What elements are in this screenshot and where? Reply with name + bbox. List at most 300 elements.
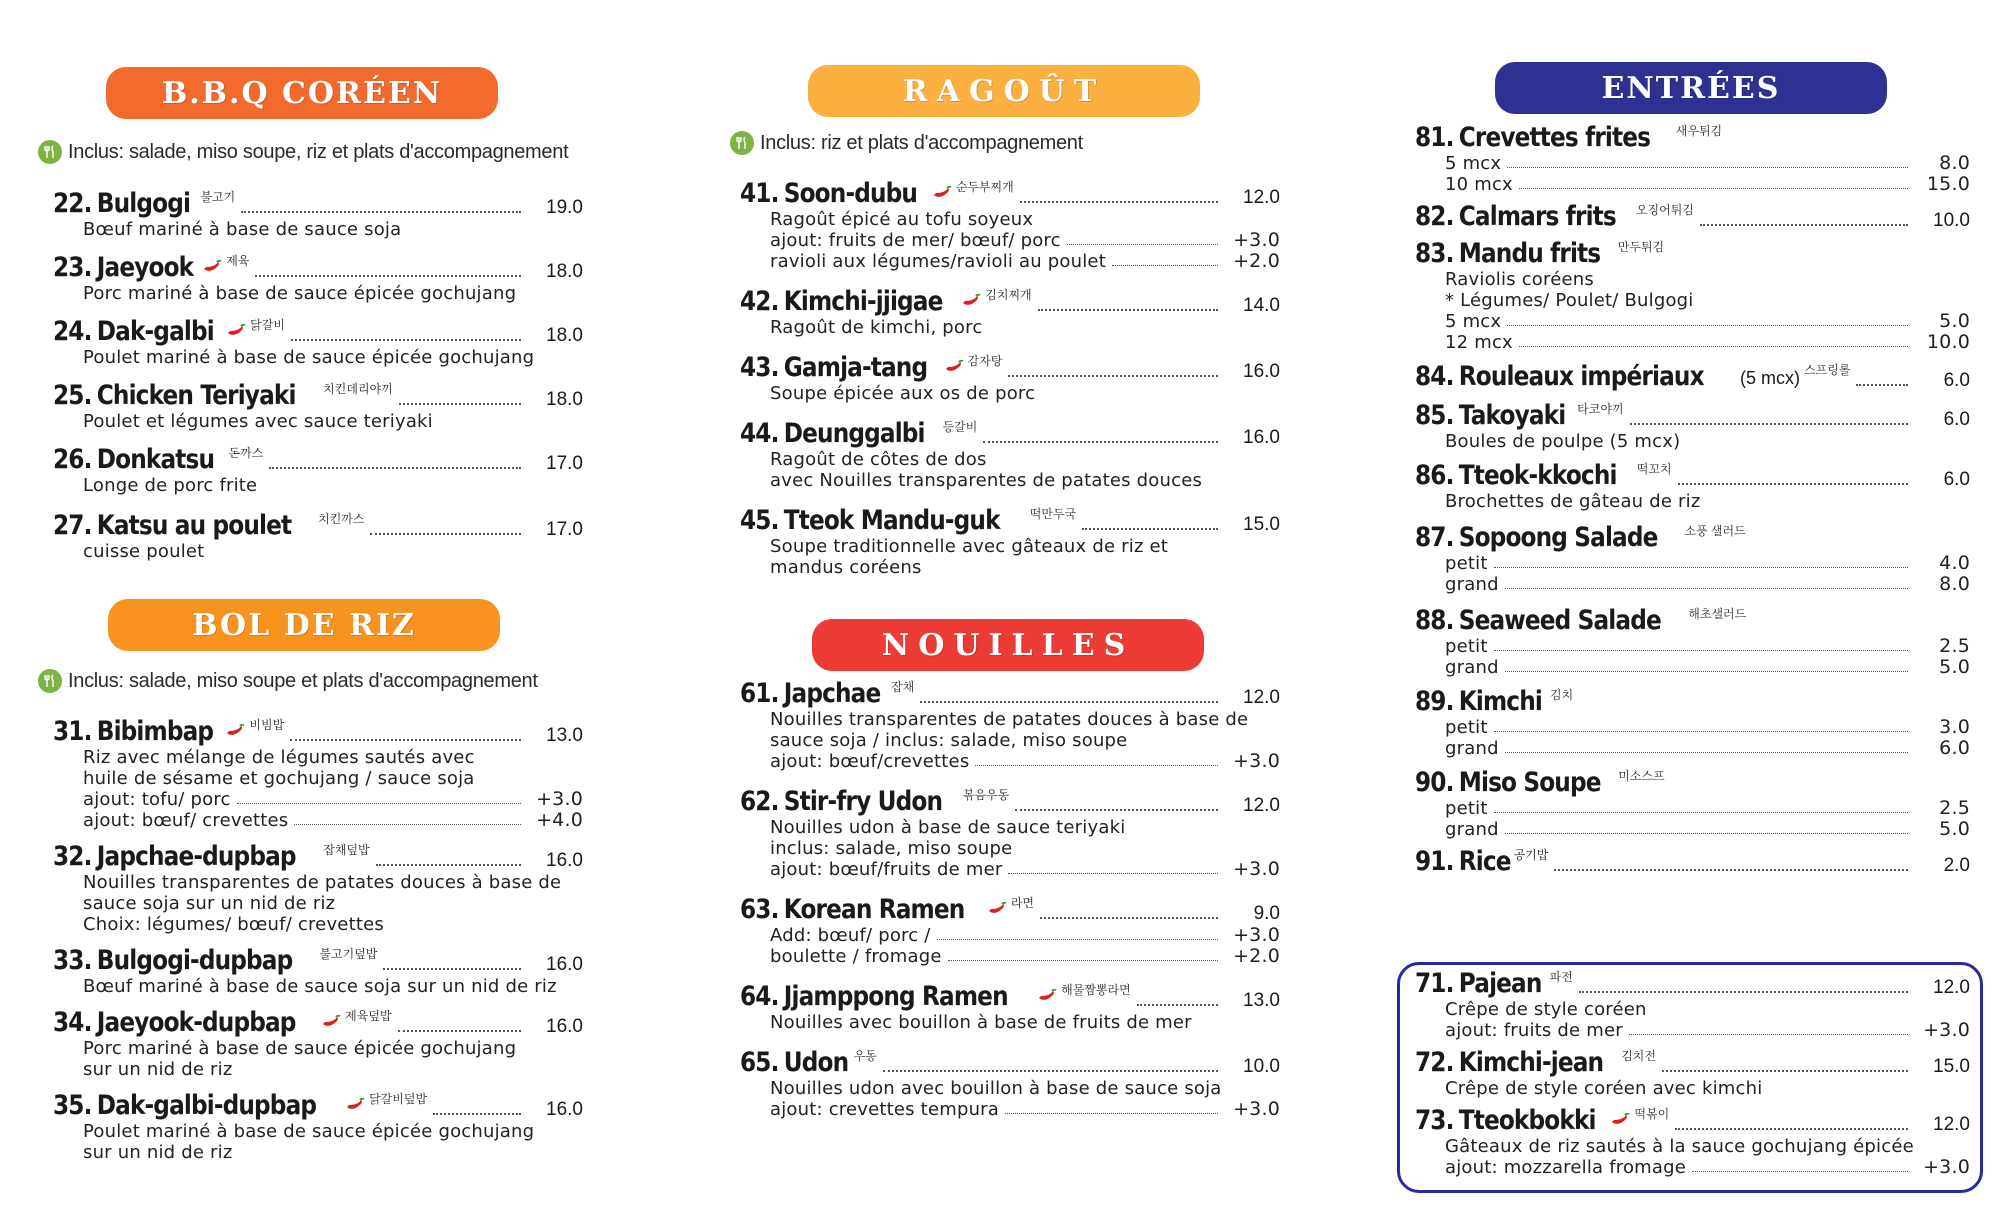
- menu-item: [1415, 361, 1970, 392]
- menu-item-price: 10.0: [1243, 1056, 1280, 1077]
- menu-item: [1415, 460, 1970, 512]
- menu-item-name: [1415, 767, 1601, 798]
- menu-item-korean-name: 우동: [853, 1049, 877, 1063]
- menu-item-name: [53, 841, 296, 872]
- menu-item-note: (5 mcx): [1740, 368, 1801, 388]
- menu-item-option-price: +3.0: [536, 788, 583, 810]
- dotted-leader: [433, 1113, 521, 1115]
- menu-item-korean-name: 닭갈비덮밥: [369, 1092, 428, 1106]
- menu-item-header: [53, 252, 583, 283]
- chili-pepper-icon: [932, 186, 952, 205]
- menu-item-header: [53, 188, 583, 219]
- menu-item: [1415, 605, 1970, 678]
- menu-item-korean-name: 제육덮밥: [345, 1009, 392, 1023]
- menu-item-title: Kimchi-jjigae: [783, 286, 943, 317]
- menu-item-title: Calmars frits: [1458, 201, 1616, 232]
- menu-item-number: 73.: [1415, 1105, 1454, 1136]
- menu-item-option-label: ajout: fruits de mer: [1445, 1020, 1623, 1041]
- menu-item-header: [1415, 686, 1970, 717]
- menu-item-header: [740, 505, 1280, 536]
- menu-item-title: Katsu au poulet: [96, 510, 292, 541]
- menu-item-title: Takoyaki: [1458, 400, 1566, 431]
- menu-item-title: Gamja-tang: [783, 352, 928, 383]
- menu-item-korean-name: 새우튀김: [1675, 124, 1723, 138]
- menu-item-title: Kimchi: [1458, 686, 1542, 717]
- menu-item-title: Japchae: [783, 678, 881, 709]
- chili-pepper-icon: [987, 902, 1007, 921]
- menu-item-name: [740, 981, 1008, 1012]
- menu-item-option-label: petit: [1445, 553, 1488, 574]
- menu-item-korean-name: 닭갈비: [250, 318, 285, 332]
- menu-item-korean-name: 라면: [1010, 896, 1034, 910]
- menu-item-price: 12.0: [1243, 795, 1280, 816]
- dotted-leader: [1579, 991, 1908, 993]
- menu-item-option-label: ajout: bœuf/crevettes: [770, 751, 970, 772]
- dotted-leader: [920, 701, 1218, 703]
- menu-item-title: Chicken Teriyaki: [96, 380, 296, 411]
- menu-item-option: [1415, 553, 1970, 574]
- menu-item-option-price: +3.0: [1233, 750, 1280, 772]
- menu-item-korean-name: 불고기: [200, 190, 236, 204]
- menu-item-header: [53, 945, 583, 976]
- ragout-included: [730, 131, 1083, 155]
- menu-item: [53, 510, 583, 562]
- menu-item-title: Dak-galbi-dupbap: [96, 1090, 317, 1121]
- menu-item-korean-name: 불고기덮밥: [319, 947, 378, 961]
- menu-item: [740, 678, 1280, 772]
- bol-included-text: Inclus: salade, miso soupe et plats d'accompagnement: [68, 669, 538, 692]
- menu-item-korean-name: 김치: [1550, 688, 1574, 702]
- menu-item: [1415, 122, 1970, 195]
- menu-item-header: [1415, 968, 1970, 999]
- menu-item-korean-name: 치킨데리야끼: [323, 382, 393, 396]
- menu-item-option: [740, 859, 1280, 880]
- menu-item-option-label: ajout: fruits de mer/ bœuf/ porc: [770, 230, 1061, 251]
- menu-item-description: sauce soja / inclus: salade, miso soupe: [770, 730, 1128, 751]
- menu-item-option-price: 5.0: [1939, 310, 1970, 332]
- menu-item-description: Longe de porc frite: [83, 475, 258, 496]
- menu-item-korean-name: 떡만두국: [1029, 507, 1077, 521]
- menu-item-option-label: grand: [1445, 574, 1499, 595]
- menu-item-header: [740, 894, 1280, 925]
- chili-pepper-icon: [321, 1015, 341, 1034]
- menu-item-option: [740, 1099, 1280, 1120]
- menu-item-header: [53, 316, 583, 347]
- menu-item-name: [1415, 201, 1616, 232]
- menu-item-header: [53, 1090, 583, 1121]
- ragout-included-text: Inclus: riz et plats d'accompagnement: [760, 131, 1083, 154]
- menu-item-price: 16.0: [1243, 361, 1280, 382]
- bol-banner: [108, 599, 500, 651]
- menu-item-title: Soon-dubu: [783, 178, 918, 209]
- menu-item-name: [740, 418, 925, 449]
- menu-item-header: [1415, 522, 1970, 553]
- bbq-included: [38, 140, 568, 164]
- menu-item-option-price: +2.0: [1233, 945, 1280, 967]
- menu-item-name: [1415, 605, 1661, 636]
- bbq-banner: [106, 67, 498, 119]
- menu-item-option-price: +4.0: [536, 809, 583, 831]
- menu-item-name: [1415, 361, 1704, 392]
- dotted-leader: [1067, 244, 1218, 245]
- menu-item: [740, 178, 1280, 272]
- menu-item-number: 72.: [1415, 1047, 1454, 1078]
- ragout-list: [740, 178, 1280, 578]
- menu-item-description: sur un nid de riz: [83, 1142, 233, 1163]
- menu-item-number: 27.: [53, 510, 92, 541]
- menu-item-header: [740, 178, 1280, 209]
- menu-item-header: [740, 352, 1280, 383]
- menu-item-korean-name: 떡볶이: [1634, 1107, 1670, 1121]
- menu-item-option-label: 5 mcx: [1445, 153, 1502, 174]
- menu-item-number: 25.: [53, 380, 92, 411]
- menu-item-header: [740, 786, 1280, 817]
- menu-item-description: avec Nouilles transparentes de patates douces: [770, 470, 1203, 491]
- menu-item-price: 16.0: [546, 850, 583, 871]
- nouilles-banner: [812, 619, 1204, 671]
- menu-item: [1415, 767, 1970, 840]
- menu-item-option: [740, 946, 1280, 967]
- dotted-leader: [1015, 809, 1218, 811]
- menu-item-korean-name: 제육: [226, 254, 250, 268]
- menu-item-korean-name: 소풍 샐러드: [1684, 524, 1746, 538]
- menu-item-name: [1415, 1047, 1603, 1078]
- menu-item-description: Poulet mariné à base de sauce épicée gochujang: [83, 347, 535, 368]
- menu-item-name: [1415, 238, 1600, 269]
- menu-item-option-price: 8.0: [1939, 152, 1970, 174]
- menu-item-description: Poulet mariné à base de sauce épicée gochujang: [83, 1121, 535, 1142]
- menu-item-number: 43.: [740, 352, 779, 383]
- menu-item-option-price: 3.0: [1939, 716, 1970, 738]
- bol-list: [53, 716, 583, 1163]
- menu-item-price: 17.0: [546, 519, 583, 540]
- menu-item-description: Riz avec mélange de légumes sautés avec: [83, 747, 475, 768]
- menu-item-option-label: ajout: bœuf/fruits de mer: [770, 859, 1003, 880]
- menu-item-option-label: ajout: crevettes tempura: [770, 1099, 1000, 1120]
- menu-item-korean-name: 공기밥: [1513, 848, 1549, 862]
- menu-item: [53, 444, 583, 496]
- menu-item: [1415, 400, 1970, 452]
- menu-item-price: 18.0: [546, 325, 583, 346]
- menu-item-price: 16.0: [1243, 427, 1280, 448]
- menu-item-title: Jaeyook: [96, 252, 194, 283]
- menu-item-header: [1415, 122, 1970, 153]
- menu-item-korean-name: 순두부찌개: [955, 180, 1014, 194]
- dotted-leader: [975, 765, 1218, 766]
- menu-item-number: 31.: [53, 716, 92, 747]
- menu-item-description: Ragoût de côtes de dos: [770, 449, 987, 470]
- menu-item-number: 44.: [740, 418, 779, 449]
- menu-item-price: 9.0: [1253, 903, 1280, 924]
- dotted-leader: [1662, 1070, 1908, 1072]
- bbq-included-text: Inclus: salade, miso soupe, riz et plats d'accompagnement: [68, 140, 569, 163]
- dotted-leader: [1008, 375, 1218, 377]
- menu-item-price: 6.0: [1943, 370, 1970, 391]
- menu-item-number: 42.: [740, 286, 779, 317]
- menu-item-title: Korean Ramen: [783, 894, 965, 925]
- menu-item-name: [53, 252, 193, 283]
- menu-item-number: 62.: [740, 786, 779, 817]
- menu-item-header: [1415, 605, 1970, 636]
- menu-item-price: 14.0: [1243, 295, 1280, 316]
- menu-item: [740, 505, 1280, 578]
- menu-item-description: inclus: salade, miso soupe: [770, 838, 1013, 859]
- menu-item-name: [53, 716, 213, 747]
- bol-included: [38, 669, 538, 693]
- menu-item-title: Tteok-kkochi: [1458, 460, 1617, 491]
- menu-item: [740, 1047, 1280, 1120]
- menu-item-price: 19.0: [546, 197, 583, 218]
- menu-item: [53, 252, 583, 304]
- menu-item: [740, 286, 1280, 338]
- dotted-leader: [1494, 812, 1908, 813]
- menu-item-korean-name: 김치전: [1621, 1049, 1656, 1063]
- menu-item-option: [740, 751, 1280, 772]
- menu-item-number: 63.: [740, 894, 779, 925]
- bol-title: BOL DE RIZ: [192, 607, 416, 643]
- menu-item-option-label: 5 mcx: [1445, 311, 1502, 332]
- menu-item: [53, 380, 583, 432]
- menu-item-option: [1415, 819, 1970, 840]
- menu-item-korean-name: 파전: [1549, 970, 1573, 984]
- menu-item-option: [1415, 1020, 1970, 1041]
- menu-item-korean-name: 타코야끼: [1577, 402, 1624, 416]
- menu-item-name: [1415, 522, 1658, 553]
- dotted-leader: [1505, 752, 1908, 753]
- dotted-leader: [1700, 224, 1908, 226]
- menu-item-price: 12.0: [1243, 687, 1280, 708]
- menu-item: [1415, 522, 1970, 595]
- dotted-leader: [1519, 188, 1908, 189]
- menu-item-price: 2.0: [1943, 855, 1970, 876]
- dotted-leader: [1678, 483, 1908, 485]
- menu-item-title: Seaweed Salade: [1458, 605, 1661, 636]
- menu-item-number: 71.: [1415, 968, 1454, 999]
- menu-item-header: [740, 418, 1280, 449]
- menu-item-option-label: grand: [1445, 738, 1499, 759]
- menu-item-korean-name: 등갈비: [942, 420, 978, 434]
- menu-item-header: [53, 510, 583, 541]
- chili-pepper-icon: [1610, 1113, 1630, 1132]
- menu-item-option: [1415, 174, 1970, 195]
- dotted-leader: [1112, 265, 1218, 266]
- menu-item-header: [1415, 238, 1970, 269]
- menu-item-option-label: petit: [1445, 636, 1488, 657]
- menu-item-title: Sopoong Salade: [1458, 522, 1658, 553]
- menu-item-name: [740, 786, 942, 817]
- menu-item-option-label: 10 mcx: [1445, 174, 1513, 195]
- menu-item-name: [53, 510, 291, 541]
- menu-item-number: 45.: [740, 505, 779, 536]
- menu-item-name: [740, 352, 927, 383]
- menu-item: [53, 1007, 583, 1080]
- menu-item-description: Nouilles avec bouillon à base de fruits de mer: [770, 1012, 1192, 1033]
- menu-item-header: [1415, 361, 1970, 392]
- menu-item-title: Bulgogi-dupbap: [96, 945, 293, 976]
- menu-item-header: [53, 380, 583, 411]
- dotted-leader: [1519, 346, 1908, 347]
- menu-item-option: [740, 925, 1280, 946]
- menu-item-option: [53, 810, 583, 831]
- menu-item-name: [1415, 1105, 1596, 1136]
- menu-item-number: 64.: [740, 981, 779, 1012]
- menu-item-korean-name: 미소스프: [1618, 769, 1665, 783]
- menu-item-price: 10.0: [1933, 210, 1970, 231]
- menu-item-description: Nouilles transparentes de patates douces à base de: [83, 872, 562, 893]
- utensils-icon: [38, 669, 62, 693]
- dotted-leader: [383, 968, 521, 970]
- menu-item-price: 12.0: [1933, 1114, 1970, 1135]
- menu-item-header: [53, 841, 583, 872]
- menu-item-title: Bibimbap: [96, 716, 214, 747]
- menu-item-description: Gâteaux de riz sautés à la sauce gochujang épicée: [1445, 1136, 1914, 1157]
- menu-item-header: [740, 286, 1280, 317]
- menu-item: [1415, 1105, 1970, 1178]
- utensils-icon: [730, 131, 754, 155]
- menu-item-price: 16.0: [546, 1099, 583, 1120]
- menu-item-name: [1415, 968, 1542, 999]
- entrees-banner: [1495, 62, 1887, 114]
- menu-item-korean-name: 볶음우동: [962, 788, 1010, 802]
- menu-item-option: [1415, 153, 1970, 174]
- menu-item-name: [53, 945, 292, 976]
- menu-item-number: 33.: [53, 945, 92, 976]
- dotted-leader: [1038, 309, 1218, 311]
- dotted-leader: [948, 960, 1218, 961]
- menu-item-number: 86.: [1415, 460, 1454, 491]
- menu-item-korean-name: 비빔밥: [249, 718, 285, 732]
- menu-item-title: Miso Soupe: [1458, 767, 1601, 798]
- nouilles-title: NOUILLES: [881, 627, 1135, 663]
- menu-item: [53, 316, 583, 368]
- menu-item-title: Donkatsu: [96, 444, 215, 475]
- menu-item-description: Brochettes de gâteau de riz: [1445, 491, 1701, 512]
- menu-item-option: [1415, 657, 1970, 678]
- dotted-leader: [1507, 167, 1908, 168]
- menu-item-header: [53, 716, 583, 747]
- menu-item-option: [1415, 574, 1970, 595]
- menu-item-header: [740, 981, 1280, 1012]
- dotted-leader: [1692, 1171, 1908, 1172]
- menu-item: [1415, 201, 1970, 232]
- menu-item-option: [1415, 636, 1970, 657]
- menu-item-option: [1415, 717, 1970, 738]
- menu-item-title: Deunggalbi: [783, 418, 925, 449]
- menu-item: [1415, 846, 1970, 877]
- menu-item-header: [740, 678, 1280, 709]
- menu-item-price: 13.0: [546, 725, 583, 746]
- menu-item: [1415, 238, 1970, 353]
- menu-item: [740, 786, 1280, 880]
- dotted-leader: [1505, 671, 1908, 672]
- ragout-banner: [808, 65, 1200, 117]
- menu-item-name: [53, 444, 214, 475]
- menu-item-description: Crêpe de style coréen: [1445, 999, 1647, 1020]
- menu-item-korean-name: 감자탕: [967, 354, 1003, 368]
- menu-item-description: Crêpe de style coréen avec kimchi: [1445, 1078, 1763, 1099]
- menu-item-option-price: 4.0: [1939, 552, 1970, 574]
- menu-item-price: 6.0: [1943, 409, 1970, 430]
- dotted-leader: [290, 739, 521, 741]
- bbq-list: [53, 188, 583, 562]
- menu-item-header: [1415, 460, 1970, 491]
- dotted-leader: [1494, 567, 1908, 568]
- menu-item-number: 65.: [740, 1047, 779, 1078]
- menu-item-option-label: grand: [1445, 657, 1499, 678]
- menu-item-title: Jaeyook-dupbap: [96, 1007, 296, 1038]
- menu-item-name: [740, 1047, 848, 1078]
- menu-item-korean-name: 떡꼬치: [1636, 462, 1672, 476]
- menu-item-description: Raviolis coréens: [1445, 269, 1594, 290]
- menu-item-price: 15.0: [1933, 1056, 1970, 1077]
- menu-item: [740, 352, 1280, 404]
- dotted-leader: [1505, 833, 1908, 834]
- nouilles-list: [740, 678, 1280, 1120]
- chili-pepper-icon: [202, 260, 222, 279]
- menu-item-title: Jjamppong Ramen: [783, 981, 1008, 1012]
- menu-item: [53, 716, 583, 831]
- menu-item-description: * Légumes/ Poulet/ Bulgogi: [1445, 290, 1694, 311]
- menu-item-korean-name: 돈까스: [228, 446, 264, 460]
- menu-item-description: sauce soja sur un nid de riz: [83, 893, 336, 914]
- menu-item-number: 34.: [53, 1007, 92, 1038]
- menu-item-header: [53, 1007, 583, 1038]
- chili-pepper-icon: [345, 1098, 365, 1117]
- menu-item-title: Tteokbokki: [1458, 1105, 1596, 1136]
- menu-item-number: 26.: [53, 444, 92, 475]
- menu-item-option-label: ajout: bœuf/ crevettes: [83, 810, 289, 831]
- menu-item-name: [1415, 846, 1511, 877]
- menu-item-description: Nouilles transparentes de patates douces à base de: [770, 709, 1249, 730]
- menu-item-option-price: 5.0: [1939, 818, 1970, 840]
- menu-item-description: Nouilles udon avec bouillon à base de sauce soja: [770, 1078, 1222, 1099]
- menu-item-korean-name: 잡채덮밥: [323, 843, 370, 857]
- chili-pepper-icon: [1037, 989, 1057, 1008]
- menu-item-title: Kimchi-jean: [1458, 1047, 1604, 1078]
- menu-item-title: Rouleaux impériaux: [1458, 361, 1704, 392]
- chili-pepper-icon: [944, 360, 964, 379]
- menu-item-description: Boules de poulpe (5 mcx): [1445, 431, 1681, 452]
- menu-item: [53, 188, 583, 240]
- dotted-leader: [291, 339, 521, 341]
- menu-item-option-price: +3.0: [1233, 924, 1280, 946]
- menu-item-option-label: ravioli aux légumes/ravioli au poulet: [770, 251, 1106, 272]
- dotted-leader: [1040, 917, 1218, 919]
- entrees-title: ENTRÉES: [1601, 70, 1781, 106]
- dotted-leader: [1008, 873, 1218, 874]
- menu-item-option: [740, 230, 1280, 251]
- dotted-leader: [237, 803, 521, 804]
- menu-item-name: [740, 678, 880, 709]
- menu-item-header: [1415, 767, 1970, 798]
- menu-item-price: 12.0: [1933, 977, 1970, 998]
- menu-item: [740, 894, 1280, 967]
- menu-item-header: [1415, 1105, 1970, 1136]
- menu-item-option-label: 12 mcx: [1445, 332, 1513, 353]
- menu-item-header: [1415, 400, 1970, 431]
- menu-item-description: Ragoût de kimchi, porc: [770, 317, 983, 338]
- menu-item-price: 15.0: [1243, 514, 1280, 535]
- menu-item-korean-name: 스프링롤: [1804, 363, 1851, 377]
- chili-pepper-icon: [225, 724, 245, 743]
- menu-item-korean-name: 해초샐러드: [1688, 607, 1747, 621]
- menu-item-option-price: 10.0: [1926, 331, 1970, 353]
- menu-item-price: 16.0: [546, 954, 583, 975]
- menu-item-number: 61.: [740, 678, 779, 709]
- menu-item-name: [53, 316, 214, 347]
- menu-item-option: [740, 251, 1280, 272]
- menu-item-name: [53, 1090, 316, 1121]
